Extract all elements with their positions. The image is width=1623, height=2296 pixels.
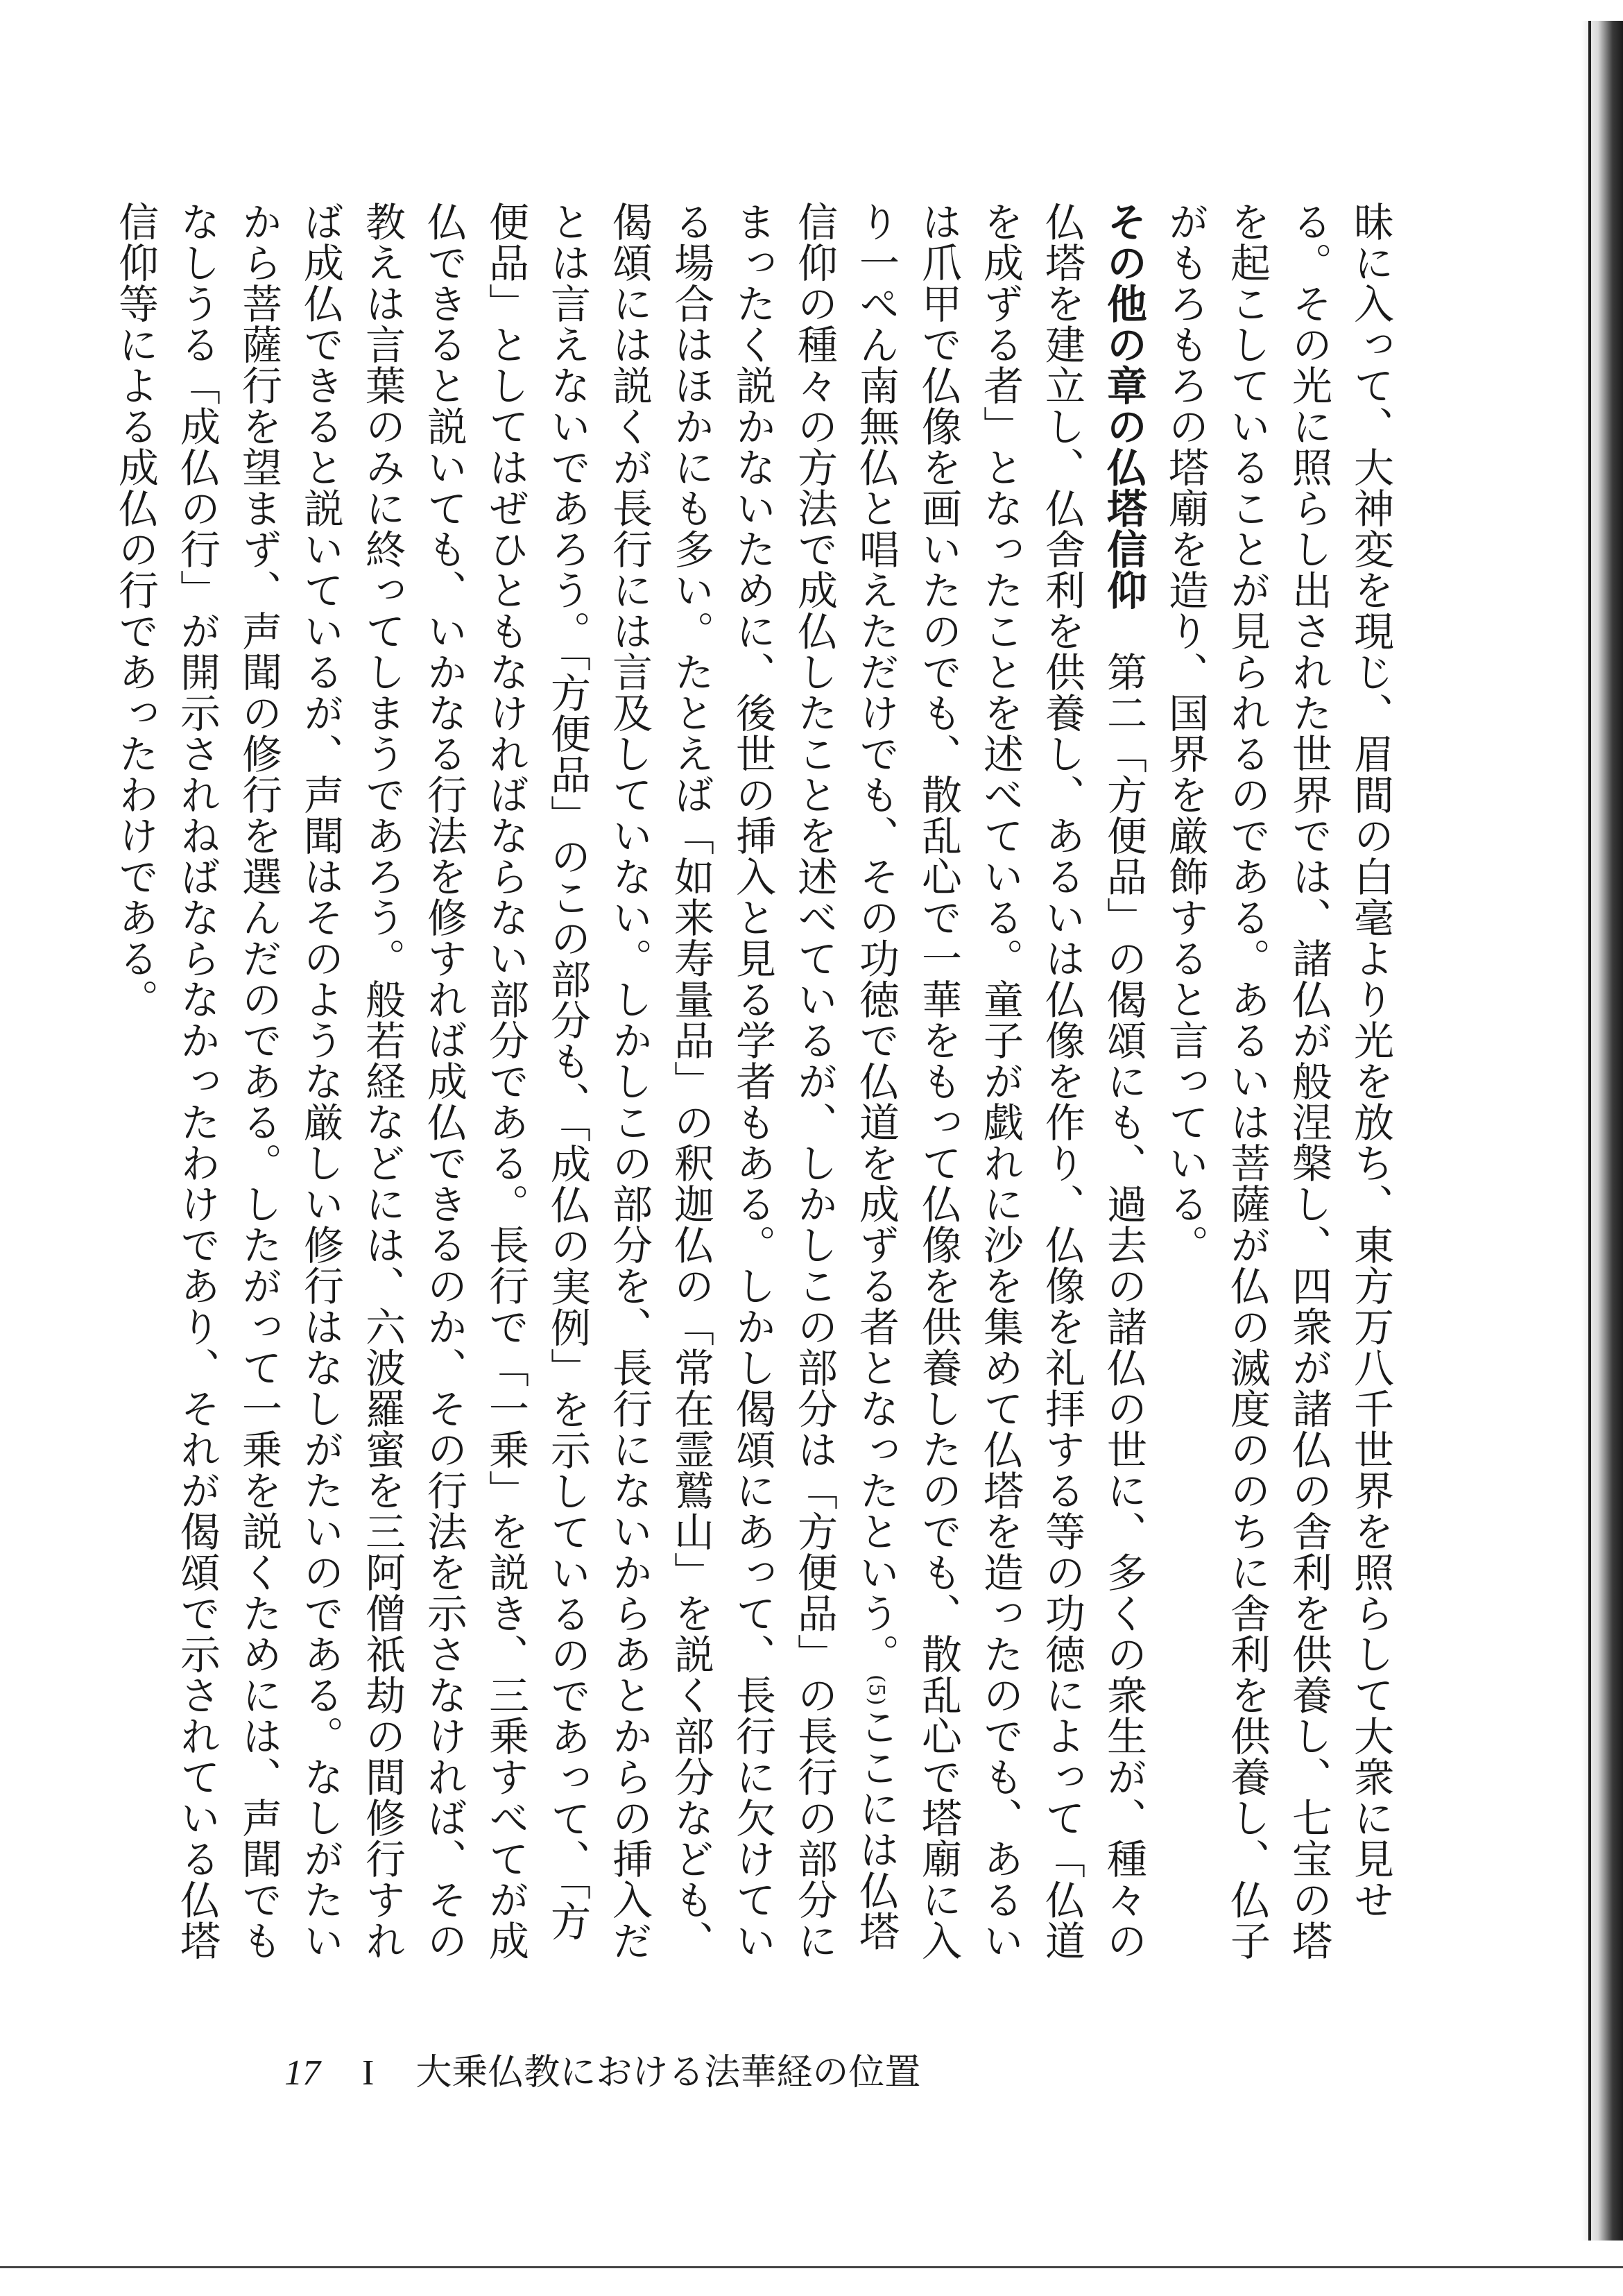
page-number: 17 bbox=[284, 2053, 320, 2093]
footnote-marker: (5) bbox=[864, 1674, 888, 1706]
body-text bbox=[112, 201, 1401, 1977]
paragraph-2-text-a: 第二「方便品」の偈頌にも、過去の諸仏の世に、多くの衆生が、種々の仏塔を建立し、仏舎利を供養し、あるいは仏像を作り、仏像を礼拝する等の功徳によって「仏道を成ずる者」となったことを述べている。童子が戯れに沙を集めて仏塔を造ったのでも、あるいは爪甲で仏像を画いたのでも、散乱心で一華をもって仏像を供養したのでも、散乱心で塔廟に入り一ぺん南無仏と唱えただけでも、その功徳で仏道を成ずる者となったという。 bbox=[852, 201, 1147, 1961]
page-footer bbox=[284, 2043, 920, 2095]
scan-binding-line bbox=[1588, 21, 1591, 2241]
bottom-edge-line bbox=[0, 2266, 1623, 2268]
paragraph-2 bbox=[104, 201, 1154, 1977]
section-heading: その他の章の仏塔信仰 bbox=[1100, 201, 1147, 610]
section-number: I bbox=[362, 2053, 375, 2093]
paragraph-2-text-b: ここには仏塔信仰の種々の方法で成仏したことを述べているが、しかしこの部分は「方便品」の長行の部分にまったく説かないために、後世の挿入と見る学者もある。しかし偈頌にあって、長行に欠けている場合はほかにも多い。たとえば「如来寿量品」の釈迦仏の「常在霊鷲山」を説く部分なども、偈頌には説くが長行には言及していない。しかしこの部分を、長行にないからあとからの挿入だとは言えないであろう。「方便品」のこの部分も、「成仏の実例」を示しているのであって、「方便品」としてはぜひともなければならない部分である。長行で「一乗」を説き、三乗すべてが成仏できると説いても、いかなる行法を修すれば成仏できるのか、その行法を示さなければ、その教えは言葉のみに終ってしまうであろう。般若経などには、六波羅蜜を三阿僧祇劫の間修行すれば成仏できると説いているが、声聞はそのような厳しい修行はなしがたいのである。なしがたいから菩薩行を望まず、声聞の修行を選んだのである。したがって一乗を説くためには、声聞でもなしうる「成仏の行」が開示されねばならなかったわけであり、それが偈頌で示されている仏塔信仰等による成仏の行であったわけである。 bbox=[112, 201, 900, 1961]
paragraph-1: 昧に入って、大神変を現じ、眉間の白毫より光を放ち、東方万八千世界を照らして大衆に見せる。その光に照らし出された世界では、諸仏が般涅槃し、四衆が諸仏の舎利を供養し、七宝の塔を起こしていることが見られるのである。あるいは菩薩が仏の滅度ののちに舎利を供養し、仏子がもろもろの塔廟を造り、国界を厳飾すると言っている。 bbox=[1162, 201, 1394, 1961]
section-title: 大乗仏教における法華経の位置 bbox=[415, 2052, 921, 2093]
scan-shadow-edge bbox=[1581, 21, 1623, 2241]
